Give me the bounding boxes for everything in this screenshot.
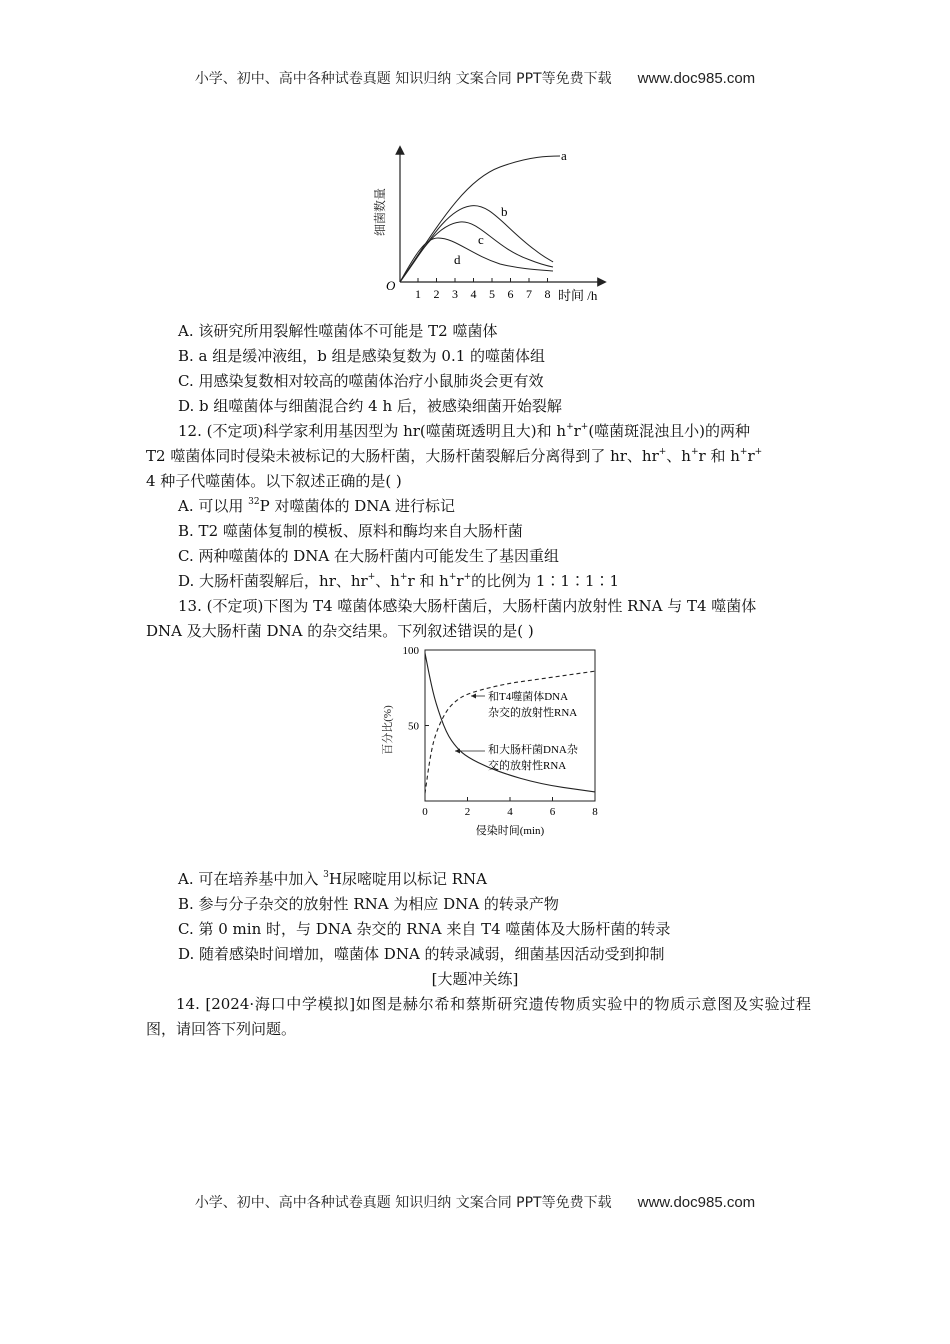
chart2-xtick-label: 0	[422, 806, 428, 818]
q13-option-c: C. 第 0 min 时，与 DNA 杂交的 RNA 来自 T4 噬菌体及大肠杆菌的转录	[178, 920, 671, 938]
chart2-xtick-label: 4	[507, 806, 513, 818]
chart1-xlabel: 时间 /h	[558, 288, 598, 303]
page-header	[0, 68, 950, 88]
q13-option-a: A. 可在培养基中加入 $^3$H尿嘧啶用以标记 RNA	[178, 870, 487, 888]
chart1-xtick-label: 5	[489, 287, 495, 301]
chart2-ytick-label: 50	[408, 720, 419, 733]
header-text: 小学、初中、高中各种试卷真题 知识归纳 文案合同 PPT等免费下载	[194, 71, 612, 87]
curve-b	[400, 206, 553, 282]
q12-option-c: C. 两种噬菌体的 DNA 在大肠杆菌内可能发生了基因重组	[178, 547, 560, 565]
footer-text: 小学、初中、高中各种试卷真题 知识归纳 文案合同 PPT等免费下载	[194, 1195, 612, 1211]
page-footer	[0, 1192, 950, 1212]
chart1-xtick-label: 1	[415, 287, 421, 301]
annotation-t4-line2: 杂交的放射性RNA	[488, 707, 578, 719]
label-a: a	[561, 148, 567, 163]
header-site: www.doc985.com	[637, 70, 756, 87]
chart2-xtick-label: 8	[592, 806, 598, 818]
q11-option-b: B. a 组是缓冲液组，b 组是感染复数为 0.1 的噬菌体组	[178, 347, 546, 365]
q13-stem-line2: DNA 及大肠杆菌 DNA 的杂交结果。下列叙述错误的是( )	[146, 622, 534, 640]
chart1-ylabel: 细菌数量	[373, 187, 387, 237]
annotation-t4-line1: 和T4噬菌体DNA	[488, 691, 569, 703]
annotation-ecoli-line2: 交的放射性RNA	[488, 760, 567, 772]
q14-stem: 14. [2024·海口中学模拟]如图是赫尔希和蔡斯研究遗传物质实验中的物质示意图及实验过程图，请回答下列问题。	[146, 995, 811, 1038]
q13-option-d: D. 随着感染时间增加，噬菌体 DNA 的转录减弱，细菌基因活动受到抑制	[178, 945, 665, 963]
q13-option-b: B. 参与分子杂交的放射性 RNA 为相应 DNA 的转录产物	[178, 895, 559, 913]
bacteria-count-chart	[370, 140, 610, 305]
chart2-xtick-label: 2	[464, 806, 471, 818]
q12-option-b: B. T2 噬菌体复制的模板、原料和酶均来自大肠杆菌	[178, 522, 523, 540]
q12-option-d: D. 大肠杆菌裂解后，hr、hr+、h+r 和 h+r+的比例为 1∶1∶1∶1	[178, 572, 620, 590]
chart1-origin: O	[386, 278, 396, 293]
chart1-xtick-label: 3	[452, 287, 458, 301]
q13-stem-line1: 13. (不定项)下图为 T4 噬菌体感染大肠杆菌后，大肠杆菌内放射性 RNA 与 T4 噬菌体	[178, 597, 757, 615]
curve-c	[400, 222, 553, 282]
chart1-xtick-label: 7	[526, 287, 532, 301]
chart1-xtick-label: 2	[433, 287, 440, 301]
q11-option-d: D. b 组噬菌体与细菌混合约 4 h 后，被感染细菌开始裂解	[178, 397, 562, 415]
label-b: b	[501, 204, 508, 219]
chart2-xlabel: 侵染时间(min)	[475, 825, 545, 837]
chart2-ytick-label: 100	[402, 645, 419, 657]
chart2-xtick-label: 6	[549, 806, 556, 818]
q11-option-c: C. 用感染复数相对较高的噬菌体治疗小鼠肺炎会更有效	[178, 372, 544, 390]
q12-stem-line3: 4 种子代噬菌体。以下叙述正确的是( )	[146, 472, 402, 490]
chart1-xtick-label: 6	[507, 287, 514, 301]
section-title: [大题冲关练]	[431, 970, 519, 988]
chart1-xtick-label: 8	[544, 287, 551, 301]
annotation-ecoli-line1: 和大肠杆菌DNA杂	[488, 744, 578, 756]
hybridization-chart	[355, 640, 615, 845]
chart2-ylabel: 百分比(%)	[382, 705, 394, 755]
label-d: d	[454, 252, 461, 267]
footer-site: www.doc985.com	[637, 1194, 756, 1211]
q12-option-a: A. 可以用 $^{32}$P 对噬菌体的 DNA 进行标记	[178, 497, 455, 515]
chart1-xtick-label: 4	[470, 287, 477, 301]
q11-option-a: A. 该研究所用裂解性噬菌体不可能是 T2 噬菌体	[178, 322, 498, 340]
label-c: c	[478, 232, 484, 247]
curve-a	[400, 156, 560, 282]
q12-stem-line2: T2 噬菌体同时侵染未被标记的大肠杆菌，大肠杆菌裂解后分离得到了 hr、hr+、h+r 和 h+r+	[146, 447, 763, 465]
q12-stem-line1: 12. (不定项)科学家利用基因型为 hr(噬菌斑透明且大)和 h+r+(噬菌斑混浊且小)的两种	[178, 422, 751, 440]
